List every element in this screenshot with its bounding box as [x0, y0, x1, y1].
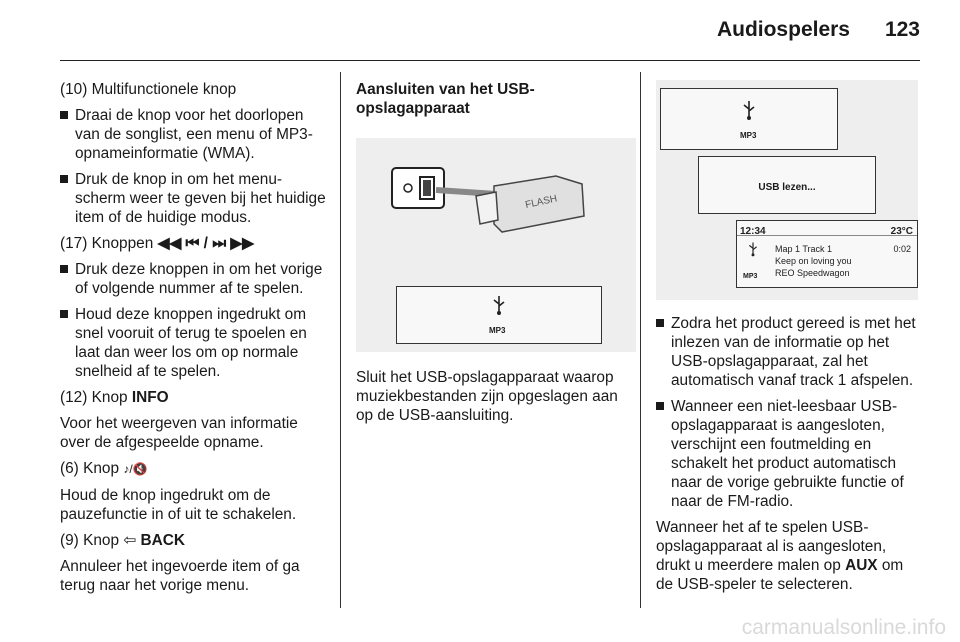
paragraph: Voor het weergeven van informatie over de afgespeelde opname.: [60, 415, 298, 451]
column-middle: [356, 80, 628, 432]
page-number: 123: [884, 18, 920, 41]
mute-icon: ♪/🔇: [123, 462, 148, 476]
lcd-artist: REO Speedwagon: [775, 268, 850, 278]
paragraph: (10) Multifunctionele knop: [60, 81, 237, 98]
figure-caption: Sluit het USB-opslagapparaat waarop muziekbestanden zijn opgeslagen aan op de USB-aansluiting.: [356, 369, 618, 424]
back-arrow-icon: ⇦: [123, 532, 137, 549]
column-right: [656, 80, 922, 601]
display-screen-usb-reading: [698, 156, 876, 214]
paragraph: (9) Knop ⇦ BACK: [60, 532, 185, 549]
lcd-song-title: Keep on loving you: [775, 256, 852, 266]
usb-icon: [491, 294, 507, 316]
paragraph: Annuleer het ingevoerde item of ga terug naar het vorige menu.: [60, 558, 300, 594]
usb-icon: [741, 99, 757, 121]
lcd-temperature: 23°C: [890, 226, 913, 237]
usb-reading-text: USB lezen...: [758, 182, 816, 193]
bullet-square-icon: [60, 175, 68, 183]
column-left: [60, 80, 328, 602]
mp3-label: MP3: [743, 273, 758, 280]
paragraph: Houd de knop ingedrukt om de pauzefunctie in of uit te schakelen.: [60, 487, 297, 523]
paragraph: (6) Knop ♪/🔇: [60, 460, 148, 477]
watermark: carmanualsonline.info: [741, 616, 946, 639]
paragraph: (17) Knoppen ◀◀ ⏮ / ⏭ ▶▶: [60, 235, 254, 252]
display-screen-mp3: [660, 88, 838, 150]
bullet-item: Druk deze knoppen in om het vorige of volgende nummer af te spelen.: [60, 260, 328, 298]
bullet-item: Zodra het product gereed is met het inlezen van de informatie op het USB-opslagapparaat, zal het automatisch vanaf track 1 afspelen.: [656, 314, 922, 390]
header-divider: [60, 60, 920, 61]
usb-display-sequence-illustration: [656, 80, 918, 300]
lcd-play-time: 0:02: [893, 244, 911, 254]
mp3-label: MP3: [740, 131, 757, 140]
usb-mp3-display: [396, 286, 602, 344]
bullet-item: Wanneer een niet-leesbaar USB-opslagapparaat is aangesloten, verschijnt een foutmelding en schakelt het product automatisch naar de vorige gebruikte functie of naar de FM-radio.: [656, 397, 922, 511]
bullet-square-icon: [656, 319, 664, 327]
usb-insertion-illustration: [356, 138, 636, 352]
svg-text:FLASH: FLASH: [524, 193, 559, 211]
lcd-track-line: Map 1 Track 1: [775, 244, 833, 254]
column-divider: [640, 72, 641, 608]
bullet-item: Draai de knop voor het doorlopen van de songlist, een menu of MP3-opnameinformatie (WMA).: [60, 106, 328, 163]
mp3-label: MP3: [489, 326, 506, 335]
bullet-square-icon: [60, 265, 68, 273]
bullet-item: Druk de knop in om het menu-scherm weer te geven bij het huidige item of de huidige modus.: [60, 170, 328, 227]
paragraph: Wanneer het af te spelen USB-opslagapparaat al is aangesloten, drukt u meerdere malen op AUX om de USB-speler te selecteren.: [656, 519, 904, 593]
page-title: Audiospelers: [716, 18, 850, 41]
bullet-square-icon: [60, 310, 68, 318]
lcd-clock: 12:34: [740, 226, 766, 237]
bullet-square-icon: [656, 402, 664, 410]
usb-stick-icon: [356, 138, 636, 268]
bullet-square-icon: [60, 111, 68, 119]
bullet-item: Houd deze knoppen ingedrukt om snel vooruit of terug te spoelen en laat dan weer los om op normale snelheid af te spelen.: [60, 305, 328, 381]
seek-buttons-icon: ◀◀ ⏮ / ⏭ ▶▶: [157, 235, 254, 252]
display-screen-playback: [736, 220, 918, 288]
paragraph: (12) Knop INFO: [60, 389, 169, 406]
section-heading: Aansluiten van het USB-opslagapparaat: [356, 81, 535, 117]
column-divider: [340, 72, 341, 608]
usb-icon: [747, 241, 759, 257]
